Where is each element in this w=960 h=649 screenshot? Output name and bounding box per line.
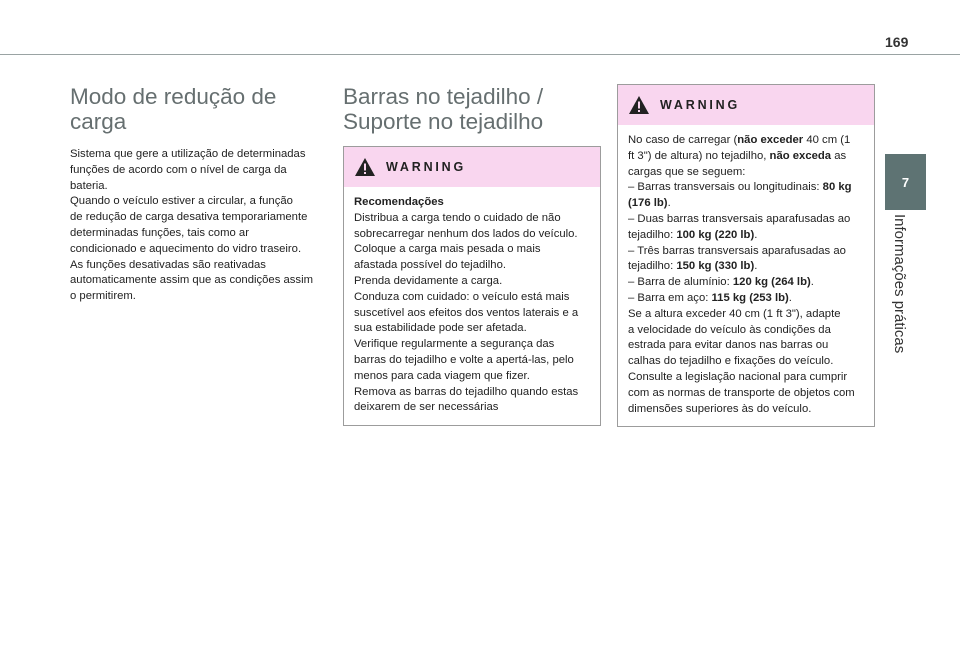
text-line bbox=[628, 196, 864, 212]
text-line: menos para cada viagem que fizer. bbox=[354, 369, 530, 382]
text-run-bold: 150 kg (330 lb) bbox=[676, 260, 755, 273]
page-number: 169 bbox=[885, 34, 909, 50]
text-line: afastada possível do tejadilho. bbox=[354, 259, 506, 272]
text-run: tejadilho: bbox=[628, 260, 677, 273]
text-run: tejadilho: bbox=[628, 228, 677, 241]
text-run: . bbox=[788, 291, 792, 304]
header-rule bbox=[0, 54, 960, 55]
text-line: estrada para evitar danos nas barras ou bbox=[628, 339, 829, 352]
warning-text bbox=[628, 133, 864, 417]
text-line: dimensões superiores às do veículo. bbox=[628, 402, 812, 415]
section-load-reduction bbox=[70, 84, 328, 305]
warning-header bbox=[344, 147, 600, 187]
text-line bbox=[628, 149, 864, 165]
warning-body bbox=[344, 187, 600, 425]
warning-triangle-icon bbox=[354, 157, 376, 177]
chapter-title-container bbox=[885, 214, 926, 374]
chapter-title: Informações práticas bbox=[891, 214, 908, 354]
text-run: No caso de carregar ( bbox=[628, 134, 738, 146]
text-line: Verifique regularmente a segurança das bbox=[354, 338, 555, 351]
section-body-load-reduction bbox=[70, 147, 328, 305]
text-line: Coloque a carga mais pesada o mais bbox=[354, 243, 541, 256]
text-line bbox=[628, 259, 864, 275]
text-run-bold: não exceder bbox=[737, 134, 804, 146]
text-run: as bbox=[831, 149, 847, 162]
text-run: . bbox=[754, 228, 758, 241]
text-line: suscetível aos efeitos dos ventos laterais e a bbox=[354, 306, 579, 319]
warning-box-load-limits bbox=[617, 84, 875, 427]
warning-box-recommendations bbox=[343, 146, 601, 426]
text-run: – Barras transversais ou longitudinais: bbox=[628, 181, 823, 194]
text-run: – Barra em aço: bbox=[628, 291, 712, 304]
text-line: Sistema que gere a utilização de determinadas bbox=[70, 148, 306, 160]
warning-heading: Recomendações bbox=[354, 196, 444, 208]
text-line: condicionado e aquecimento do vidro traseiro. bbox=[70, 242, 302, 255]
chapter-number-tab: 7 bbox=[885, 154, 926, 210]
text-run: 40 cm (1 bbox=[803, 134, 851, 146]
text-run: . bbox=[667, 197, 671, 210]
section-title-load-reduction: Modo de redução de carga bbox=[70, 84, 277, 134]
text-line bbox=[628, 133, 864, 149]
text-run: . bbox=[810, 276, 814, 289]
text-run-bold: 100 kg (220 lb) bbox=[676, 228, 755, 241]
section-roof-load-limits bbox=[617, 84, 875, 427]
text-line: bateria. bbox=[70, 179, 108, 192]
text-line bbox=[628, 291, 864, 307]
text-line: funções de acordo com o nível de carga da bbox=[70, 163, 287, 176]
text-line: Consulte a legislação nacional para cumprir bbox=[628, 370, 848, 383]
text-line: o permitirem. bbox=[70, 290, 136, 303]
text-line: Se a altura exceder 40 cm (1 ft 3"), adapte bbox=[628, 307, 841, 320]
text-line: Quando o veículo estiver a circular, a função bbox=[70, 195, 293, 208]
text-run: . bbox=[754, 260, 758, 273]
warning-body bbox=[618, 125, 874, 426]
text-line: sobrecarregar nenhum dos lados do veículo. bbox=[354, 227, 578, 240]
warning-text bbox=[354, 195, 590, 416]
text-line: deixarem de ser necessárias bbox=[354, 401, 499, 414]
text-line: barras do tejadilho e volte a apertá-las, pelo bbox=[354, 353, 574, 366]
text-run: ft 3") de altura) no tejadilho, bbox=[628, 149, 770, 162]
warning-label: WARNING bbox=[660, 98, 741, 112]
text-line bbox=[628, 228, 864, 244]
text-line: Prenda devidamente a carga. bbox=[354, 274, 503, 287]
text-line: a velocidade do veículo às condições da bbox=[628, 323, 831, 336]
text-line: As funções desativadas são reativadas bbox=[70, 258, 266, 271]
warning-header bbox=[618, 85, 874, 125]
text-line: calhas do tejadilho e fixações do veículo. bbox=[628, 355, 834, 368]
section-title-roof-bars: Barras no tejadilho / Suporte no tejadilho bbox=[343, 84, 544, 134]
text-line bbox=[628, 275, 864, 291]
text-line bbox=[628, 180, 864, 196]
text-line: – Três barras transversais aparafusadas ao bbox=[628, 244, 846, 257]
text-line: determinadas funções, tais como ar bbox=[70, 226, 249, 239]
text-line: automaticamente assim que as condições assim bbox=[70, 274, 313, 287]
text-line: Remova as barras do tejadilho quando estas bbox=[354, 385, 579, 398]
text-run-bold: (176 lb) bbox=[628, 197, 668, 210]
text-run-bold: não exceda bbox=[769, 149, 832, 162]
text-line: Conduza com cuidado: o veículo está mais bbox=[354, 290, 570, 303]
section-roof-bars bbox=[343, 84, 601, 426]
warning-label: WARNING bbox=[386, 160, 467, 174]
text-run-bold: 120 kg (264 lb) bbox=[732, 276, 811, 289]
text-line: – Duas barras transversais aparafusadas ao bbox=[628, 212, 851, 225]
text-line: com as normas de transporte de objetos com bbox=[628, 386, 855, 399]
text-line: cargas que se seguem: bbox=[628, 165, 746, 178]
text-run: – Barra de alumínio: bbox=[628, 276, 733, 289]
warning-triangle-icon bbox=[628, 95, 650, 115]
text-line: sua estabilidade pode ser afetada. bbox=[354, 322, 527, 335]
text-line: Distribua a carga tendo o cuidado de não bbox=[354, 211, 561, 224]
text-run-bold: 115 kg (253 lb) bbox=[711, 291, 789, 304]
text-line: de redução de carga desativa temporariamente bbox=[70, 211, 308, 224]
text-run-bold: 80 kg bbox=[822, 181, 852, 194]
